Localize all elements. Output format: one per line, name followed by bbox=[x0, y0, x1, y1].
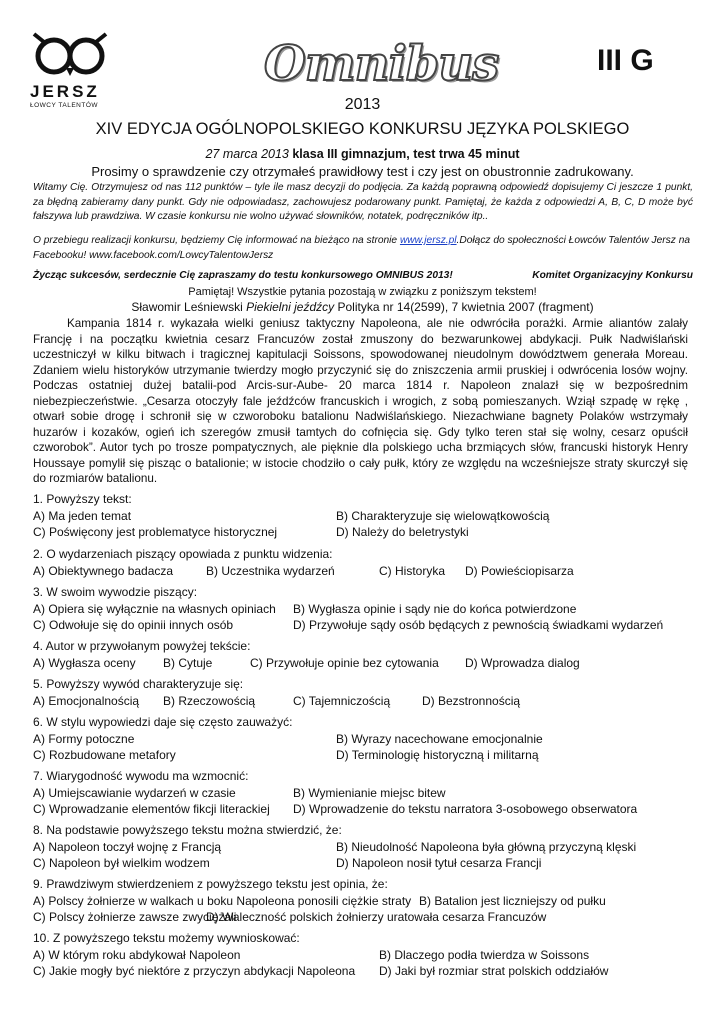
answer-a[interactable]: A) Emocjonalnością bbox=[33, 693, 140, 708]
question-2 bbox=[33, 546, 693, 579]
wish-line bbox=[33, 270, 693, 281]
answer-c[interactable]: C) Odwołuje się do opinii innych osób bbox=[33, 618, 234, 632]
answer-c[interactable]: C) Polscy żołnierze zawsze zwyciężali bbox=[33, 910, 237, 924]
answer-c[interactable]: C) Jakie mogły być niektóre z przyczyn abdykacji Napoleona bbox=[33, 964, 356, 978]
answer-c[interactable]: C) Historyka bbox=[379, 563, 446, 578]
source-author: Sławomir Leśniewski bbox=[131, 300, 243, 314]
question-text: 1. Powyższy tekst: bbox=[33, 492, 132, 506]
answer-c[interactable]: C) Napoleon był wielkim wodzem bbox=[33, 856, 210, 870]
intro-text: Witamy Cię. Otrzymujesz od nas 112 punktów – tyle ile masz decyzji do podjęcia. Za każdą poprawną odpowiedź dopisujemy Ci jeszcze 1 punkt, za błędną zabieramy dany punkt. Gdy nie odpowiadasz, zachowujesz podarowany punkt. Pamiętaj, że każda z odpowiedzi A, B, C, D może być fałszywa lub prawdziwa. W czasie konkursu nie wolno używać słowników, notatek, podręczników itp.. bbox=[33, 182, 693, 222]
answer-c[interactable]: C) Przywołuje opinie bez cytowania bbox=[250, 655, 439, 670]
answer-a[interactable]: A) Umiejscawianie wydarzeń w czasie bbox=[33, 785, 236, 800]
contest-title: XIV EDYCJA OGÓLNOPOLSKIEGO KONKURSU JĘZYKA POLSKIEGO bbox=[95, 120, 630, 138]
answer-a[interactable]: A) Formy potoczne bbox=[33, 731, 135, 746]
question-8 bbox=[33, 822, 693, 872]
info-text bbox=[33, 234, 693, 263]
answer-b[interactable]: B) Dlaczego podła twierdza w Soissons bbox=[379, 947, 590, 962]
answer-a[interactable]: A) Wygłasza oceny bbox=[33, 655, 136, 670]
answer-d[interactable]: D) Wprowadzenie do tekstu narratora 3-osobowego obserwatora bbox=[293, 802, 638, 816]
answer-b[interactable]: B) Wymienianie miejsc bitew bbox=[293, 785, 446, 800]
question-text: 7. Wiarygodność wywodu ma wzmocnić: bbox=[33, 769, 249, 783]
answer-d[interactable]: D) Bezstronnością bbox=[422, 693, 521, 708]
answer-d[interactable]: D) Waleczność polskich żołnierzy uratowała cesarza Francuzów bbox=[206, 910, 547, 924]
reading-passage: Kampania 1814 r. wykazała wielki geniusz taktyczny Napoleona, ale nie odwróciła porażki. Armie aliantów zalały Francję i na początku kwietnia cesarz Francuzów został zmuszony do bezwarunkowej abdykacji. Pułk Nadwiślański uczestniczył w kilku bitwach i tragicznej kapitulacji Soissons, spowodowanej nieudolnym dowództwem generała Moreau. Zdaniem wielu historyków utrzymanie twierdzy mogło przyczynić się do zniszczenia armii pruskiej i odwrócenia losów wojny. Podczas ostatniej dużej batalii-pod Arcis-sur-Aube- 20 marca 1814 r. Napoleon znalazł się w bezpośrednim niebezpieczeństwie. „Cesarza otoczyły fale jeźdźców francuskich i wrogich, z sobą pomieszanych. Wziął szpadę w rękę , otwarł sobie drogę i schronił się w czworoboku batalionu Nadwiślańskiego. Niezachwiane bagnety Polaków wstrzymały huzarów i kozaków, ogień ich szeregów zmusił tamtych do cofnięcia się. Gdy tylko teren stał się wolny, cesarz opuścił czworobok”. Autor tych po trosze pompatycznych, ale pięknie dla polskiego ucha brzmiących słów, francuski historyk Henry Houssaye pomylił się pisząc o batalionie; w istocie chodziło o cały pułk, który ze względu na wcześniejsze straty skurczył się do rozmiarów batalionu. bbox=[33, 317, 688, 485]
jersz-link[interactable]: www.jersz.pl bbox=[399, 235, 457, 246]
question-1 bbox=[33, 491, 693, 541]
info-before: O przebiegu realizacji konkursu, będziemy Cię informować na bieżąco na stronie bbox=[33, 235, 400, 246]
question-6 bbox=[33, 714, 693, 764]
answer-b[interactable]: B) Cytuje bbox=[163, 655, 213, 670]
question-text: 2. O wydarzeniach piszący opowiada z punktu widzenia: bbox=[33, 547, 333, 561]
source-details: Polityka nr 14(2599), 7 kwietnia 2007 (fragment) bbox=[337, 300, 594, 314]
wish-text: Życząc sukcesów, serdecznie Cię zapraszamy do testu konkursowego OMNIBUS 2013! bbox=[33, 270, 453, 281]
question-4 bbox=[33, 638, 693, 671]
answer-d[interactable]: D) Wprowadza dialog bbox=[465, 655, 580, 670]
answer-d[interactable]: D) Powieściopisarza bbox=[465, 563, 574, 578]
question-5 bbox=[33, 676, 693, 709]
question-7 bbox=[33, 768, 693, 818]
logo-word: JERSZ bbox=[30, 82, 100, 101]
answer-b[interactable]: B) Wygłasza opinie i sądy nie do końca potwierdzone bbox=[293, 601, 577, 616]
answer-a[interactable]: A) Ma jeden temat bbox=[33, 508, 132, 523]
answer-c[interactable]: C) Poświęcony jest problematyce historycznej bbox=[33, 525, 278, 539]
question-text: 9. Prawdziwym stwierdzeniem z powyższego tekstu jest opinia, że: bbox=[33, 877, 388, 891]
answer-b[interactable]: B) Wyrazy nacechowane emocjonalnie bbox=[336, 731, 543, 746]
source-title: Piekielni jeźdźcy bbox=[246, 300, 335, 314]
answer-c[interactable]: C) Tajemniczością bbox=[293, 693, 391, 708]
question-text: 3. W swoim wywodzie piszący: bbox=[33, 585, 198, 599]
check-request: Prosimy o sprawdzenie czy otrzymałeś prawidłowy test i czy jest on obustronnie zadrukowany. bbox=[91, 164, 634, 179]
logo-subtitle: ŁOWCY TALENTÓW bbox=[30, 102, 99, 109]
contest-year: 2013 bbox=[344, 96, 381, 113]
question-9 bbox=[33, 876, 693, 926]
committee-signature: Komitet Organizacyjny Konkursu bbox=[532, 270, 693, 281]
answer-a[interactable]: A) W którym roku abdykował Napoleon bbox=[33, 947, 241, 962]
question-3 bbox=[33, 584, 693, 634]
answer-a[interactable]: A) Napoleon toczył wojnę z Francją bbox=[33, 839, 222, 854]
question-text: 6. W stylu wypowiedzi daje się często zauważyć: bbox=[33, 715, 293, 729]
answer-b[interactable]: B) Nieudolność Napoleona była główną przyczyną klęski bbox=[336, 839, 637, 854]
answer-a[interactable]: A) Polscy żołnierze w walkach u boku Napoleona ponosili ciężkie straty bbox=[33, 893, 412, 908]
answer-d[interactable]: D) Jaki był rozmiar strat polskich oddziałów bbox=[379, 964, 609, 978]
answer-a[interactable]: A) Obiektywnego badacza bbox=[33, 563, 174, 578]
answer-b[interactable]: B) Batalion jest liczniejszy od pułku bbox=[419, 893, 606, 908]
omnibus-brand: Omnibus bbox=[264, 36, 499, 92]
answer-b[interactable]: B) Uczestnika wydarzeń bbox=[206, 563, 335, 578]
answer-c[interactable]: C) Rozbudowane metafory bbox=[33, 748, 176, 762]
answer-d[interactable]: D) Terminologię historyczną i militarną bbox=[336, 748, 539, 762]
question-text: 5. Powyższy wywód charakteryzuje się: bbox=[33, 677, 244, 691]
answer-a[interactable]: A) Opiera się wyłącznie na własnych opiniach bbox=[33, 601, 276, 616]
class-level: III G bbox=[597, 44, 654, 77]
dateline bbox=[0, 147, 725, 161]
answer-d[interactable]: D) Napoleon nosił tytuł cesarza Francji bbox=[336, 856, 542, 870]
answer-c[interactable]: C) Wprowadzanie elementów fikcji literackiej bbox=[33, 802, 270, 816]
info-after: .Dołącz do społeczności Łowców Talentów Jersz na Facebooku! www.facebook.com/LowcyTalentowJersz bbox=[33, 235, 691, 261]
question-text: 8. Na podstawie powyższego tekstu można stwierdzić, że: bbox=[33, 823, 342, 837]
answer-b[interactable]: B) Rzeczowością bbox=[163, 693, 256, 708]
question-text: 10. Z powyższego tekstu możemy wywnioskować: bbox=[33, 931, 300, 945]
question-10 bbox=[33, 930, 693, 980]
answer-b[interactable]: B) Charakteryzuje się wielowątkowością bbox=[336, 508, 550, 523]
question-text: 4. Autor w przywołanym powyżej tekście: bbox=[33, 639, 251, 653]
test-info: klasa III gimnazjum, test trwa 45 minut bbox=[292, 147, 520, 161]
answer-d[interactable]: D) Należy do beletrystyki bbox=[336, 525, 469, 539]
contest-date: 27 marca 2013 bbox=[205, 147, 289, 161]
owl-eyes-icon bbox=[30, 30, 110, 82]
source-citation bbox=[0, 300, 725, 314]
reminder-text: Pamiętaj! Wszystkie pytania pozostają w związku z poniższym tekstem! bbox=[188, 286, 537, 298]
answer-d[interactable]: D) Przywołuje sądy osób będących z pewnością świadkami wydarzeń bbox=[293, 618, 664, 632]
